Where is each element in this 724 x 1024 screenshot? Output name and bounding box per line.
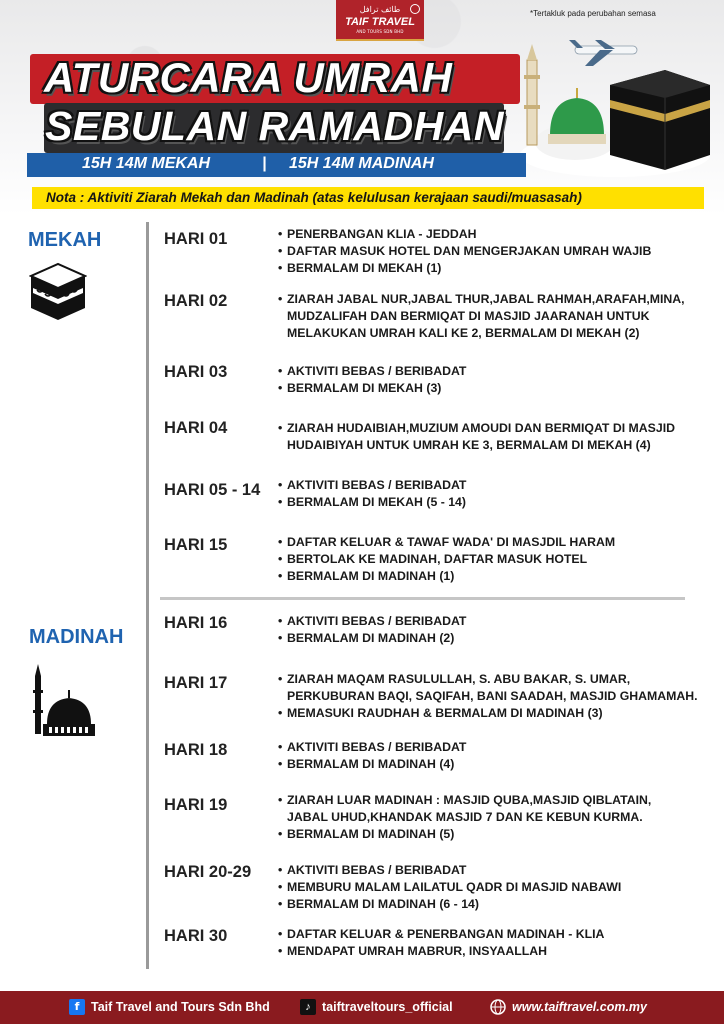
- footer-bar: [0, 991, 724, 1024]
- activity-list: [278, 291, 685, 342]
- activity-item: • ZIARAH MAQAM RASULULLAH, S. ABU BAKAR, S. UMAR,: [278, 671, 698, 688]
- logo-subtitle: AND TOURS SDN BHD: [356, 29, 404, 34]
- facebook-link[interactable]: [69, 999, 270, 1015]
- day-label: HARI 17: [164, 674, 228, 692]
- activity-item: • PENERBANGAN KLIA - JEDDAH: [278, 226, 651, 243]
- activity-list: [278, 739, 466, 773]
- activity-item: PERKUBURAN BAQI, SAQIFAH, BANI SAADAH, MASJID GHAMAMAH.: [287, 689, 698, 703]
- activity-item: • AKTIVITI BEBAS / BERIBADAT: [278, 477, 466, 494]
- tiktok-link[interactable]: [300, 999, 453, 1015]
- activity-item: • AKTIVITI BEBAS / BERIBADAT: [278, 862, 621, 879]
- section-label-mekah: MEKAH: [28, 229, 102, 251]
- activity-item: JABAL UHUD,KHANDAK MASJID 7 DAN KE KEBUN KURMA.: [287, 810, 643, 824]
- duration-mekah: 15H 14M MEKAH: [82, 155, 211, 172]
- website-text: www.taiftravel.com.my: [512, 1000, 647, 1014]
- activity-list: [278, 420, 675, 454]
- activity-item: MUDZALIFAH DAN BERMIQAT DI MASJID JAARANAH UNTUK: [287, 309, 650, 323]
- company-logo: [336, 0, 424, 41]
- activity-item: • BERMALAM DI MEKAH (1): [278, 260, 651, 277]
- kaaba-icon: [29, 262, 87, 322]
- activity-item: • ZIARAH HUDAIBIAH,MUZIUM AMOUDI DAN BERMIQAT DI MASJID: [278, 420, 675, 437]
- activity-item: • ZIARAH LUAR MADINAH : MASJID QUBA,MASJID QIBLATAIN,: [278, 792, 651, 809]
- website-link[interactable]: [490, 999, 647, 1015]
- logo-arabic-text: طائف ترافل: [359, 5, 401, 14]
- duration-bar: [27, 153, 526, 177]
- activity-item: • MEMBURU MALAM LAILATUL QADR DI MASJID NABAWI: [278, 879, 621, 896]
- day-label: HARI 18: [164, 741, 228, 759]
- activity-item: MELAKUKAN UMRAH KALI KE 2, BERMALAM DI MEKAH (2): [287, 326, 640, 340]
- day-label: HARI 01: [164, 230, 228, 248]
- activity-list: [278, 792, 651, 843]
- activity-list: [278, 926, 604, 960]
- nota-banner: Nota : Aktiviti Ziarah Mekah dan Madinah (atas kelulusan kerajaan saudi/muasasah): [32, 187, 704, 209]
- logo-emblem-icon: [410, 4, 420, 14]
- day-label: HARI 05 - 14: [164, 481, 261, 499]
- activity-item: • DAFTAR KELUAR & PENERBANGAN MADINAH - KLIA: [278, 926, 604, 943]
- activity-item: • AKTIVITI BEBAS / BERIBADAT: [278, 363, 466, 380]
- page-title-line2: SEBULAN RAMADHAN: [45, 103, 504, 149]
- section-divider: [160, 597, 685, 600]
- tiktok-text: taiftraveltours_official: [322, 1000, 453, 1014]
- section-label-madinah: MADINAH: [29, 626, 124, 648]
- activity-list: [278, 534, 615, 585]
- mosque-icon: [29, 662, 95, 738]
- header-banner: [0, 0, 724, 215]
- activity-item: • BERMALAM DI MEKAH (5 - 14): [278, 494, 466, 511]
- activity-list: [278, 671, 698, 722]
- activity-item: • BERMALAM DI MADINAH (1): [278, 568, 615, 585]
- day-label: HARI 30: [164, 927, 228, 945]
- activity-list: [278, 477, 466, 511]
- activity-item: • BERTOLAK KE MADINAH, DAFTAR MASUK HOTEL: [278, 551, 615, 568]
- activity-item: • AKTIVITI BEBAS / BERIBADAT: [278, 613, 466, 630]
- activity-list: [278, 226, 651, 277]
- activity-item: • BERMALAM DI MADINAH (6 - 14): [278, 896, 621, 913]
- activity-list: [278, 862, 621, 913]
- activity-item: • ZIARAH JABAL NUR,JABAL THUR,JABAL RAHMAH,ARAFAH,MINA,: [278, 291, 685, 308]
- day-label: HARI 04: [164, 419, 228, 437]
- facebook-text: Taif Travel and Tours Sdn Bhd: [91, 1000, 270, 1014]
- activity-item: • MEMASUKI RAUDHAH & BERMALAM DI MADINAH (3): [278, 705, 698, 722]
- activity-item: • DAFTAR MASUK HOTEL DAN MENGERJAKAN UMRAH WAJIB: [278, 243, 651, 260]
- day-label: HARI 15: [164, 536, 228, 554]
- day-label: HARI 19: [164, 796, 228, 814]
- activity-item: • BERMALAM DI MADINAH (5): [278, 826, 651, 843]
- globe-icon: [490, 999, 506, 1015]
- facebook-icon: f: [69, 999, 85, 1015]
- day-label: HARI 16: [164, 614, 228, 632]
- activity-item: HUDAIBIYAH UNTUK UMRAH KE 3, BERMALAM DI MEKAH (4): [287, 438, 651, 452]
- activity-item: • BERMALAM DI MADINAH (2): [278, 630, 466, 647]
- activity-item: • BERMALAM DI MADINAH (4): [278, 756, 466, 773]
- logo-name: TAIF TRAVEL: [345, 16, 415, 28]
- activity-list: [278, 363, 466, 397]
- timeline-divider: [146, 222, 149, 969]
- activity-list: [278, 613, 466, 647]
- day-label: HARI 03: [164, 363, 228, 381]
- disclaimer-note: *Tertakluk pada perubahan semasa: [530, 9, 656, 18]
- duration-separator: |: [262, 155, 267, 172]
- day-label: HARI 02: [164, 292, 228, 310]
- activity-item: • MENDAPAT UMRAH MABRUR, INSYAALLAH: [278, 943, 604, 960]
- activity-item: • AKTIVITI BEBAS / BERIBADAT: [278, 739, 466, 756]
- day-label: HARI 20-29: [164, 863, 252, 881]
- tiktok-icon: ♪: [300, 999, 316, 1015]
- duration-madinah: 15H 14M MADINAH: [289, 155, 434, 172]
- page-title-line1: ATURCARA UMRAH: [44, 54, 453, 101]
- activity-item: • BERMALAM DI MEKAH (3): [278, 380, 466, 397]
- activity-item: • DAFTAR KELUAR & TAWAF WADA' DI MASJDIL HARAM: [278, 534, 615, 551]
- kaaba-illustration: [515, 30, 715, 190]
